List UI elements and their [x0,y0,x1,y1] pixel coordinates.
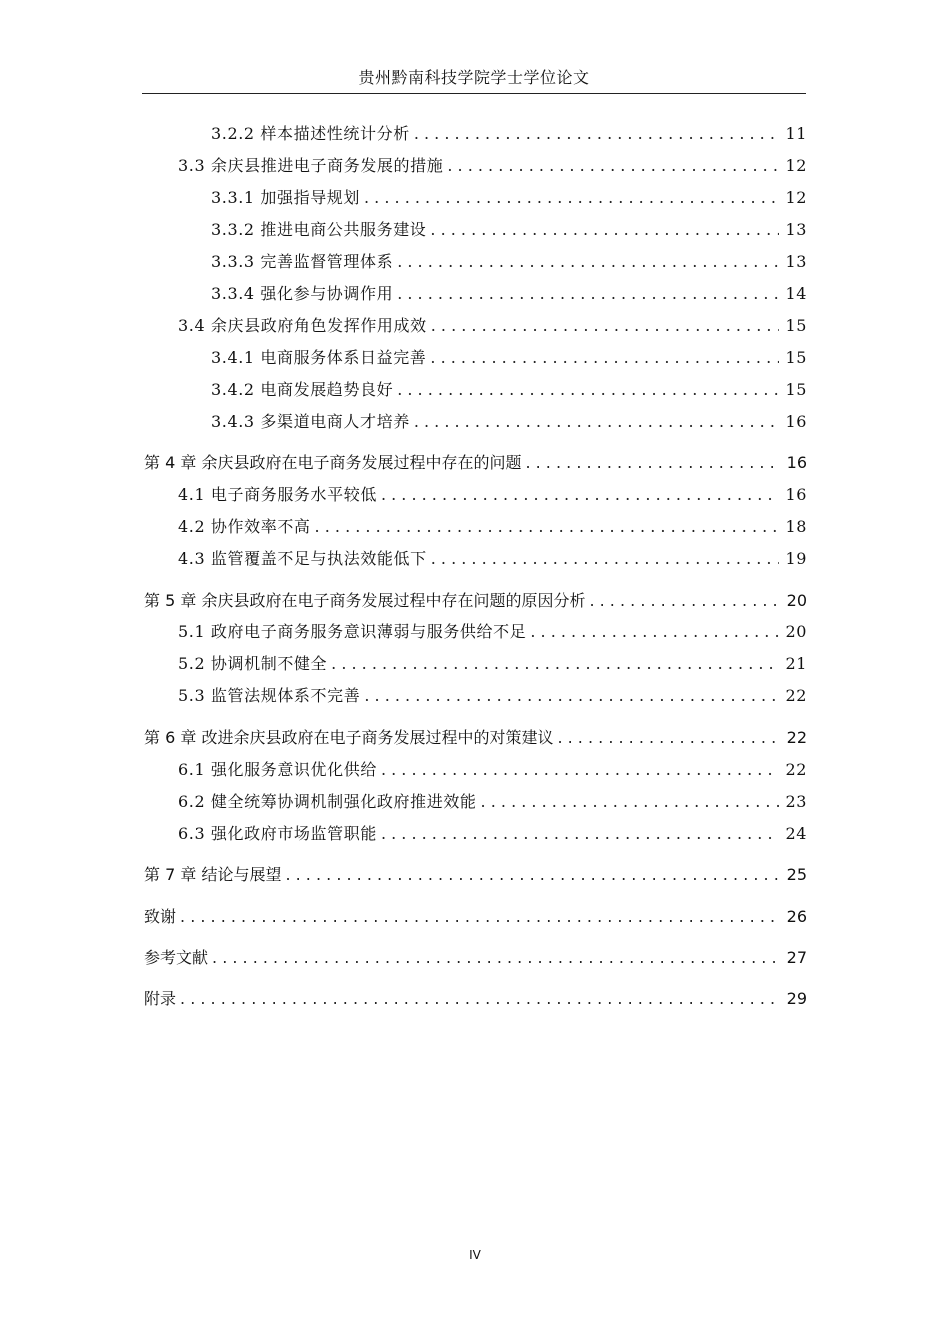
toc-leader-dots [397,377,779,403]
toc-entry[interactable] [211,121,807,147]
toc-entry-page: 12 [785,156,807,175]
header-rule [142,93,806,94]
toc-leader-dots [431,313,779,339]
toc-entry[interactable] [178,482,807,508]
toc-entry-page: 14 [785,284,807,303]
toc-entry-page: 19 [785,549,807,568]
toc-entry-page: 15 [785,380,807,399]
toc-entry[interactable] [178,619,807,645]
toc-entry-title: 4.2 协作效率不高 [178,517,311,536]
toc-entry-title: 第 6 章 改进余庆县政府在电子商务发展过程中的对策建议 [144,728,554,747]
toc-entry-title: 6.1 强化服务意识优化供给 [178,760,377,779]
toc-entry-title: 3.3.3 完善监督管理体系 [211,252,394,271]
toc-entry-page: 18 [785,517,807,536]
toc-entry-page: 20 [786,591,807,610]
toc-leader-dots [414,409,779,435]
toc-chapter[interactable] [144,986,807,1012]
toc-leader-dots [364,185,779,211]
toc-leader-dots [381,482,779,508]
toc-entry-title: 致谢 [144,907,177,926]
toc-entry-title: 4.1 电子商务服务水平较低 [178,485,377,504]
toc-leader-dots [315,514,779,540]
toc-leader-dots [331,651,779,677]
toc-chapter[interactable] [144,945,807,971]
toc-entry[interactable] [211,345,807,371]
toc-entry[interactable] [211,409,807,435]
toc-chapter[interactable] [144,450,807,476]
toc-entry-page: 11 [785,124,807,143]
toc-entry-title: 6.2 健全统筹协调机制强化政府推进效能 [178,792,477,811]
toc-leader-dots [481,789,779,815]
toc-entry-page: 21 [785,654,807,673]
toc-entry[interactable] [211,217,807,243]
toc-entry-title: 6.3 强化政府市场监管职能 [178,824,377,843]
running-header: 贵州黔南科技学院学士学位论文 [358,68,590,87]
toc-entry[interactable] [178,757,807,783]
toc-entry[interactable] [178,546,807,572]
toc-entry-title: 3.4 余庆县政府角色发挥作用成效 [178,316,427,335]
toc-leader-dots [530,619,779,645]
toc-entry-page: 16 [785,485,807,504]
toc-entry[interactable] [211,185,807,211]
toc-entry-page: 20 [785,622,807,641]
toc-chapter[interactable] [144,725,807,751]
toc-entry-page: 13 [785,252,807,271]
toc-entry-page: 13 [785,220,807,239]
toc-leader-dots [397,249,779,275]
toc-entry-page: 12 [785,188,807,207]
toc-leader-dots [430,217,779,243]
toc-leader-dots [381,757,779,783]
toc-entry-title: 第 4 章 余庆县政府在电子商务发展过程中存在的问题 [144,453,522,472]
toc-entry-page: 16 [786,453,807,472]
toc-leader-dots [180,986,779,1012]
toc-leader-dots [431,546,779,572]
toc-entry-page: 29 [786,989,807,1008]
toc-leader-dots [364,683,779,709]
toc-entry[interactable] [178,153,807,179]
toc-entry-page: 25 [786,865,807,884]
page-number: IV [469,1248,481,1262]
toc-entry-title: 第 5 章 余庆县政府在电子商务发展过程中存在问题的原因分析 [144,591,586,610]
toc-chapter[interactable] [144,588,807,614]
toc-entry-page: 24 [785,824,807,843]
toc-entry-title: 3.2.2 样本描述性统计分析 [211,124,410,143]
toc-entry[interactable] [178,821,807,847]
toc-entry-page: 27 [786,948,807,967]
toc-leader-dots [557,725,779,751]
toc-entry[interactable] [178,651,807,677]
toc-entry-page: 15 [785,348,807,367]
toc-entry-page: 22 [785,760,807,779]
toc-entry-title: 3.4.1 电商服务体系日益完善 [211,348,427,367]
toc-leader-dots [285,862,779,888]
toc-entry-title: 附录 [144,989,177,1008]
toc-entry[interactable] [178,313,807,339]
toc-entry[interactable] [178,789,807,815]
toc-entry-title: 3.4.2 电商发展趋势良好 [211,380,394,399]
toc-entry[interactable] [211,281,807,307]
toc-leader-dots [212,945,779,971]
toc-entry-title: 3.3.2 推进电商公共服务建设 [211,220,427,239]
toc-leader-dots [447,153,779,179]
toc-chapter[interactable] [144,904,807,930]
toc-entry-title: 第 7 章 结论与展望 [144,865,282,884]
toc-leader-dots [525,450,779,476]
toc-entry-title: 5.3 监管法规体系不完善 [178,686,361,705]
toc-entry[interactable] [178,514,807,540]
toc-entry-page: 16 [785,412,807,431]
toc-entry-title: 5.2 协调机制不健全 [178,654,328,673]
toc-entry-title: 参考文献 [144,948,209,967]
toc-entry-page: 22 [785,686,807,705]
toc-entry[interactable] [211,249,807,275]
toc-entry-title: 3.3.4 强化参与协调作用 [211,284,394,303]
toc-leader-dots [414,121,779,147]
toc-entry-title: 4.3 监管覆盖不足与执法效能低下 [178,549,427,568]
toc-entry-title: 3.3.1 加强指导规划 [211,188,360,207]
toc-entry-page: 15 [785,316,807,335]
toc-entry-title: 3.4.3 多渠道电商人才培养 [211,412,410,431]
toc-entry-title: 5.1 政府电子商务服务意识薄弱与服务供给不足 [178,622,527,641]
toc-leader-dots [397,281,779,307]
toc-entry-page: 26 [786,907,807,926]
toc-chapter[interactable] [144,862,807,888]
toc-entry[interactable] [211,377,807,403]
toc-entry-page: 22 [786,728,807,747]
toc-entry-page: 23 [785,792,807,811]
toc-leader-dots [180,904,779,930]
toc-leader-dots [381,821,779,847]
toc-entry[interactable] [178,683,807,709]
toc-leader-dots [589,588,779,614]
toc-leader-dots [430,345,779,371]
toc-entry-title: 3.3 余庆县推进电子商务发展的措施 [178,156,444,175]
